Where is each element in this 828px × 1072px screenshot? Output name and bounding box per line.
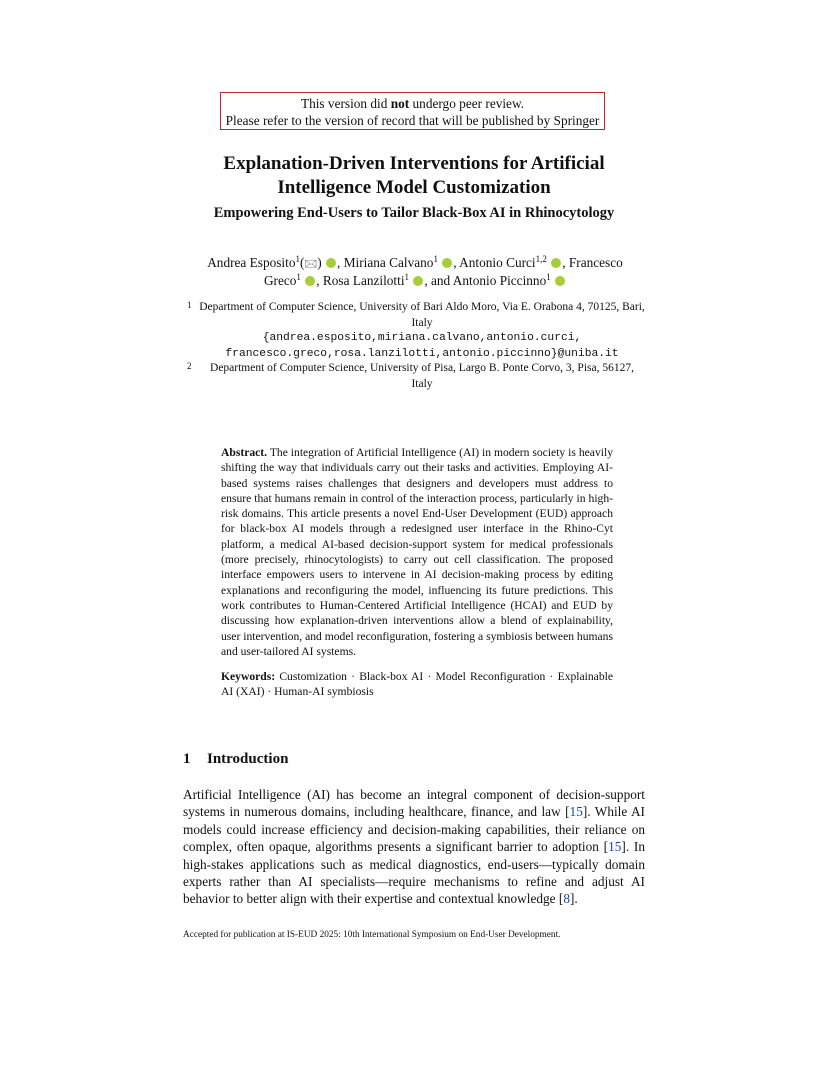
affiliation-1: 1 Department of Computer Science, University of Bari Aldo Moro, Via E. Orabona 4, 70125, Bari, Italy {andrea.esposito,miriana.calvano,antonio.curci, francesco.greco,rosa.lanzilotti,antonio.piccinno}@uniba.it xyxy=(185,300,645,362)
author-list: Andrea Esposito$^1$(🖂) , Miriana Calvano$^1$ , Antonio Curci$^{1,2}$ , Francesco Greco$^1$ , Rosa Lanzilotti$^1$ , and Antonio Piccinno$^1$ xyxy=(207,254,623,288)
citation-link[interactable]: 15 xyxy=(608,839,622,855)
citation-link[interactable]: 8 xyxy=(563,891,570,907)
orcid-icon[interactable] xyxy=(555,276,565,286)
section-title: Introduction xyxy=(207,751,289,767)
paper-subtitle: Empowering End-Users to Tailor Black-Box AI in Rhinocytology xyxy=(213,205,615,221)
envelope-icon[interactable]: 🖂 xyxy=(304,257,318,270)
citation-link[interactable]: 15 xyxy=(569,804,583,820)
orcid-icon[interactable] xyxy=(326,258,336,268)
orcid-icon[interactable] xyxy=(442,258,452,268)
abstract xyxy=(221,445,613,659)
orcid-icon[interactable] xyxy=(305,276,315,286)
keywords-label: Keywords: xyxy=(221,670,276,683)
keywords-text: Customization · Black-box AI · Model Reconfiguration · Explainable AI (XAI) · Human-AI symbiosis xyxy=(221,670,613,699)
author-name: , Miriana Calvano xyxy=(337,255,434,270)
paper-title: Explanation-Driven Interventions for Artificial Intelligence Model Customization xyxy=(223,153,605,198)
author-name: , Antonio Curci xyxy=(453,255,536,270)
notice-line-2: Please refer to the version of record that will be published by Springer xyxy=(225,113,600,128)
affiliation-2: 2 Department of Computer Science, University of Pisa, Largo B. Ponte Corvo, 3, Pisa, 56127, Italy xyxy=(187,361,634,390)
orcid-icon[interactable] xyxy=(413,276,423,286)
section-number: 1 xyxy=(183,751,191,767)
abstract-text: The integration of Artificial Intelligence (AI) in modern society is heavily shifting the way that individuals carry out their tasks and activities. Employing AI-based systems raises challenges that designers and developers must address to ensure that humans remain in control of the interaction process, particularly in high-risk domains. This article presents a novel End-User Development (EUD) approach for black-box AI models through a redesigned user interface in the Rhino-Cyt platform, a medical AI-based decision-support system for medical professionals (more precisely, rhinocytologists) to carry out cell classification. The proposed interface empowers users to intervene in AI decision-making process by editing explanations and reconfiguring the model, influencing its future predictions. This work contributes to Human-Centered Artificial Intelligence (HCAI) and EUD by discussing how explanation-driven interventions allow a blend of explainability, user intervention, and model reconfiguration, fostering a symbiosis between humans and user-tailored AI systems. xyxy=(221,446,613,658)
section-heading xyxy=(183,751,288,768)
author-name: , and Antonio Piccinno xyxy=(424,273,547,288)
publication-footnote: Accepted for publication at IS-EUD 2025: 10th International Symposium on End-User Development. xyxy=(183,930,561,940)
peer-review-notice xyxy=(220,92,605,130)
author-name: Andrea Esposito xyxy=(207,255,296,270)
notice-line-1: This version did not undergo peer review. xyxy=(300,96,525,111)
keywords xyxy=(221,669,613,700)
author-emails[interactable]: francesco.greco,rosa.lanzilotti,antonio.piccinno}@uniba.it xyxy=(225,347,619,360)
orcid-icon[interactable] xyxy=(551,258,561,268)
author-name: , Rosa Lanzilotti xyxy=(316,273,405,288)
intro-paragraph: Artificial Intelligence (AI) has become an integral component of decision-support systems in numerous domains, including healthcare, finance, and law [15]. While AI models could increase efficiency and decision-making capabilities, their reliance on complex, often opaque, algorithms presents a significant barrier to adoption [15]. In high-stakes applications such as medical diagnostics, end-users—typically domain experts rather than AI specialists—require mechanisms to refine and adjust AI behavior to better align with their expertise and contextual knowledge [8]. xyxy=(183,787,646,907)
abstract-label: Abstract. xyxy=(221,446,268,459)
author-emails[interactable]: {andrea.esposito,miriana.calvano,antonio.curci, xyxy=(262,332,582,344)
author-name: , Francesco Greco xyxy=(263,255,623,288)
